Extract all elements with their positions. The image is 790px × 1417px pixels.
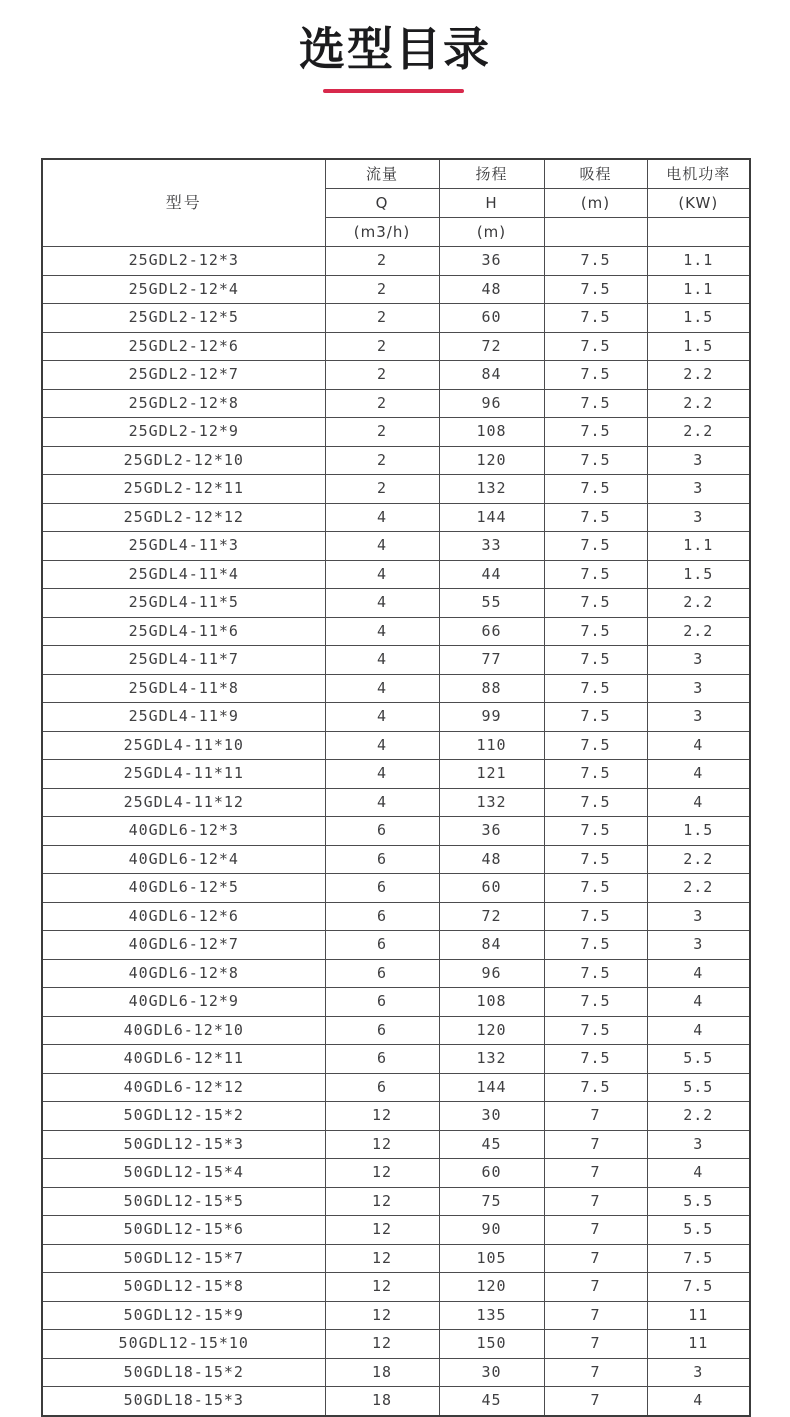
head-cell: 144	[439, 1073, 544, 1102]
model-cell: 25GDL4-11*12	[42, 788, 325, 817]
head-cell: 132	[439, 788, 544, 817]
table-row	[42, 959, 750, 988]
head-cell: 105	[439, 1244, 544, 1273]
suction-cell: 7.5	[544, 931, 647, 960]
table-row	[42, 1130, 750, 1159]
flow-cell: 12	[325, 1330, 439, 1359]
col-header-head: 扬程	[439, 159, 544, 189]
suction-cell: 7.5	[544, 874, 647, 903]
suction-cell: 7	[544, 1387, 647, 1416]
suction-cell: 7	[544, 1244, 647, 1273]
model-cell: 25GDL4-11*4	[42, 560, 325, 589]
flow-cell: 6	[325, 817, 439, 846]
flow-cell: 2	[325, 446, 439, 475]
table-row	[42, 1159, 750, 1188]
power-cell: 7.5	[647, 1244, 750, 1273]
flow-cell: 12	[325, 1301, 439, 1330]
power-cell: 1.5	[647, 817, 750, 846]
table-row	[42, 703, 750, 732]
title-underline-accent	[323, 89, 464, 93]
flow-cell: 2	[325, 361, 439, 390]
head-cell: 96	[439, 959, 544, 988]
head-cell: 33	[439, 532, 544, 561]
power-cell: 4	[647, 988, 750, 1017]
model-cell: 50GDL12-15*3	[42, 1130, 325, 1159]
flow-cell: 6	[325, 988, 439, 1017]
suction-cell: 7.5	[544, 503, 647, 532]
model-cell: 40GDL6-12*9	[42, 988, 325, 1017]
head-cell: 45	[439, 1130, 544, 1159]
suction-cell: 7.5	[544, 902, 647, 931]
flow-cell: 4	[325, 589, 439, 618]
power-cell: 2.2	[647, 617, 750, 646]
suction-cell: 7.5	[544, 845, 647, 874]
power-cell: 2.2	[647, 1102, 750, 1131]
flow-cell: 4	[325, 646, 439, 675]
table-row	[42, 988, 750, 1017]
model-cell: 25GDL2-12*4	[42, 275, 325, 304]
suction-cell: 7.5	[544, 532, 647, 561]
model-cell: 25GDL2-12*11	[42, 475, 325, 504]
table-row	[42, 817, 750, 846]
flow-cell: 12	[325, 1102, 439, 1131]
power-cell: 4	[647, 1159, 750, 1188]
model-cell: 25GDL2-12*10	[42, 446, 325, 475]
flow-cell: 4	[325, 731, 439, 760]
head-cell: 135	[439, 1301, 544, 1330]
suction-cell: 7.5	[544, 760, 647, 789]
table-row	[42, 931, 750, 960]
table-row	[42, 1273, 750, 1302]
head-cell: 55	[439, 589, 544, 618]
suction-cell: 7	[544, 1216, 647, 1245]
model-cell: 50GDL12-15*4	[42, 1159, 325, 1188]
flow-cell: 18	[325, 1387, 439, 1416]
table-row	[42, 589, 750, 618]
suction-cell: 7.5	[544, 703, 647, 732]
model-cell: 25GDL2-12*9	[42, 418, 325, 447]
flow-cell: 6	[325, 959, 439, 988]
suction-cell: 7.5	[544, 332, 647, 361]
power-cell: 5.5	[647, 1187, 750, 1216]
suction-cell: 7.5	[544, 817, 647, 846]
head-cell: 45	[439, 1387, 544, 1416]
col-header-suction-unit: (m)	[544, 189, 647, 218]
col-header-power-unit: (KW)	[647, 189, 750, 218]
model-cell: 50GDL12-15*2	[42, 1102, 325, 1131]
power-cell: 4	[647, 760, 750, 789]
table-body	[42, 247, 750, 1416]
table-row	[42, 1187, 750, 1216]
model-cell: 25GDL4-11*9	[42, 703, 325, 732]
power-cell: 1.5	[647, 332, 750, 361]
suction-cell: 7	[544, 1130, 647, 1159]
head-cell: 90	[439, 1216, 544, 1245]
col-header-flow: 流量	[325, 159, 439, 189]
model-cell: 40GDL6-12*5	[42, 874, 325, 903]
table-header	[42, 159, 750, 247]
head-cell: 132	[439, 1045, 544, 1074]
suction-cell: 7.5	[544, 589, 647, 618]
model-cell: 25GDL4-11*11	[42, 760, 325, 789]
model-cell: 25GDL4-11*3	[42, 532, 325, 561]
col-header-head-symbol: H	[439, 189, 544, 218]
table-row	[42, 560, 750, 589]
head-cell: 77	[439, 646, 544, 675]
header-row-1	[42, 159, 750, 189]
model-cell: 50GDL18-15*2	[42, 1358, 325, 1387]
power-cell: 4	[647, 959, 750, 988]
model-cell: 50GDL12-15*8	[42, 1273, 325, 1302]
power-cell: 2.2	[647, 418, 750, 447]
table-row	[42, 617, 750, 646]
suction-cell: 7	[544, 1187, 647, 1216]
flow-cell: 4	[325, 503, 439, 532]
power-cell: 5.5	[647, 1045, 750, 1074]
head-cell: 120	[439, 1016, 544, 1045]
table-row	[42, 532, 750, 561]
power-cell: 3	[647, 503, 750, 532]
head-cell: 144	[439, 503, 544, 532]
power-cell: 1.5	[647, 560, 750, 589]
flow-cell: 12	[325, 1273, 439, 1302]
power-cell: 5.5	[647, 1216, 750, 1245]
head-cell: 84	[439, 931, 544, 960]
suction-cell: 7.5	[544, 731, 647, 760]
page-title: 选型目录	[299, 22, 491, 76]
col-header-power-blank	[647, 218, 750, 247]
suction-cell: 7.5	[544, 1073, 647, 1102]
power-cell: 3	[647, 1358, 750, 1387]
head-cell: 84	[439, 361, 544, 390]
flow-cell: 4	[325, 760, 439, 789]
power-cell: 1.1	[647, 247, 750, 276]
suction-cell: 7	[544, 1159, 647, 1188]
head-cell: 120	[439, 1273, 544, 1302]
flow-cell: 4	[325, 788, 439, 817]
head-cell: 99	[439, 703, 544, 732]
table-row	[42, 1301, 750, 1330]
head-cell: 72	[439, 332, 544, 361]
model-cell: 50GDL12-15*6	[42, 1216, 325, 1245]
head-cell: 96	[439, 389, 544, 418]
power-cell: 2.2	[647, 389, 750, 418]
head-cell: 60	[439, 1159, 544, 1188]
flow-cell: 4	[325, 617, 439, 646]
model-cell: 50GDL12-15*10	[42, 1330, 325, 1359]
table-row	[42, 760, 750, 789]
model-cell: 25GDL2-12*5	[42, 304, 325, 333]
table-row	[42, 845, 750, 874]
col-header-suction: 吸程	[544, 159, 647, 189]
suction-cell: 7.5	[544, 617, 647, 646]
table-row	[42, 1073, 750, 1102]
head-cell: 88	[439, 674, 544, 703]
power-cell: 3	[647, 902, 750, 931]
model-cell: 40GDL6-12*7	[42, 931, 325, 960]
flow-cell: 4	[325, 703, 439, 732]
table-row	[42, 475, 750, 504]
flow-cell: 12	[325, 1216, 439, 1245]
model-cell: 40GDL6-12*10	[42, 1016, 325, 1045]
model-cell: 25GDL2-12*3	[42, 247, 325, 276]
suction-cell: 7.5	[544, 446, 647, 475]
flow-cell: 6	[325, 902, 439, 931]
table-row	[42, 874, 750, 903]
flow-cell: 6	[325, 1073, 439, 1102]
suction-cell: 7.5	[544, 418, 647, 447]
power-cell: 7.5	[647, 1273, 750, 1302]
power-cell: 3	[647, 1130, 750, 1159]
table-row	[42, 1045, 750, 1074]
table-row	[42, 902, 750, 931]
model-cell: 40GDL6-12*6	[42, 902, 325, 931]
suction-cell: 7	[544, 1330, 647, 1359]
power-cell: 1.1	[647, 275, 750, 304]
suction-cell: 7.5	[544, 475, 647, 504]
suction-cell: 7.5	[544, 275, 647, 304]
head-cell: 60	[439, 304, 544, 333]
power-cell: 2.2	[647, 361, 750, 390]
head-cell: 72	[439, 902, 544, 931]
flow-cell: 6	[325, 1016, 439, 1045]
col-header-head-unit: (m)	[439, 218, 544, 247]
flow-cell: 12	[325, 1187, 439, 1216]
model-cell: 25GDL4-11*8	[42, 674, 325, 703]
table-row	[42, 674, 750, 703]
suction-cell: 7.5	[544, 674, 647, 703]
suction-cell: 7.5	[544, 646, 647, 675]
power-cell: 2.2	[647, 589, 750, 618]
power-cell: 5.5	[647, 1073, 750, 1102]
suction-cell: 7.5	[544, 389, 647, 418]
table-row	[42, 361, 750, 390]
table-row	[42, 332, 750, 361]
suction-cell: 7.5	[544, 361, 647, 390]
model-cell: 40GDL6-12*8	[42, 959, 325, 988]
table-row	[42, 731, 750, 760]
head-cell: 108	[439, 418, 544, 447]
suction-cell: 7.5	[544, 959, 647, 988]
power-cell: 2.2	[647, 874, 750, 903]
flow-cell: 2	[325, 418, 439, 447]
table-row	[42, 788, 750, 817]
head-cell: 121	[439, 760, 544, 789]
model-cell: 25GDL2-12*12	[42, 503, 325, 532]
flow-cell: 6	[325, 1045, 439, 1074]
suction-cell: 7	[544, 1273, 647, 1302]
table-row	[42, 1330, 750, 1359]
suction-cell: 7.5	[544, 247, 647, 276]
flow-cell: 12	[325, 1244, 439, 1273]
suction-cell: 7.5	[544, 1016, 647, 1045]
flow-cell: 4	[325, 532, 439, 561]
table-row	[42, 446, 750, 475]
flow-cell: 2	[325, 389, 439, 418]
table-row	[42, 389, 750, 418]
flow-cell: 2	[325, 332, 439, 361]
model-cell: 50GDL12-15*5	[42, 1187, 325, 1216]
model-cell: 50GDL18-15*3	[42, 1387, 325, 1416]
suction-cell: 7.5	[544, 304, 647, 333]
head-cell: 30	[439, 1102, 544, 1131]
flow-cell: 6	[325, 931, 439, 960]
table-row	[42, 1244, 750, 1273]
power-cell: 3	[647, 475, 750, 504]
suction-cell: 7.5	[544, 988, 647, 1017]
col-header-suction-blank	[544, 218, 647, 247]
col-header-flow-symbol: Q	[325, 189, 439, 218]
model-cell: 40GDL6-12*4	[42, 845, 325, 874]
model-cell: 25GDL2-12*7	[42, 361, 325, 390]
table-row	[42, 1358, 750, 1387]
head-cell: 36	[439, 247, 544, 276]
head-cell: 75	[439, 1187, 544, 1216]
table-row	[42, 1387, 750, 1416]
model-cell: 25GDL2-12*8	[42, 389, 325, 418]
flow-cell: 2	[325, 275, 439, 304]
table-row	[42, 646, 750, 675]
suction-cell: 7.5	[544, 560, 647, 589]
flow-cell: 6	[325, 845, 439, 874]
power-cell: 3	[647, 703, 750, 732]
model-cell: 50GDL12-15*7	[42, 1244, 325, 1273]
model-cell: 25GDL4-11*7	[42, 646, 325, 675]
head-cell: 48	[439, 845, 544, 874]
table-row	[42, 503, 750, 532]
table-row	[42, 418, 750, 447]
head-cell: 30	[439, 1358, 544, 1387]
model-cell: 25GDL4-11*5	[42, 589, 325, 618]
power-cell: 3	[647, 446, 750, 475]
power-cell: 3	[647, 646, 750, 675]
table-row	[42, 247, 750, 276]
suction-cell: 7.5	[544, 1045, 647, 1074]
head-cell: 66	[439, 617, 544, 646]
power-cell: 3	[647, 931, 750, 960]
power-cell: 4	[647, 731, 750, 760]
table-row	[42, 1016, 750, 1045]
flow-cell: 2	[325, 475, 439, 504]
model-cell: 40GDL6-12*3	[42, 817, 325, 846]
power-cell: 4	[647, 788, 750, 817]
head-cell: 150	[439, 1330, 544, 1359]
model-cell: 40GDL6-12*11	[42, 1045, 325, 1074]
power-cell: 1.1	[647, 532, 750, 561]
suction-cell: 7	[544, 1358, 647, 1387]
table-row	[42, 275, 750, 304]
flow-cell: 18	[325, 1358, 439, 1387]
model-cell: 25GDL4-11*6	[42, 617, 325, 646]
flow-cell: 12	[325, 1159, 439, 1188]
col-header-flow-unit: (m3/h)	[325, 218, 439, 247]
head-cell: 48	[439, 275, 544, 304]
table-row	[42, 1216, 750, 1245]
power-cell: 11	[647, 1301, 750, 1330]
model-cell: 50GDL12-15*9	[42, 1301, 325, 1330]
suction-cell: 7	[544, 1301, 647, 1330]
flow-cell: 4	[325, 674, 439, 703]
head-cell: 132	[439, 475, 544, 504]
head-cell: 44	[439, 560, 544, 589]
head-cell: 108	[439, 988, 544, 1017]
model-cell: 25GDL2-12*6	[42, 332, 325, 361]
head-cell: 110	[439, 731, 544, 760]
flow-cell: 4	[325, 560, 439, 589]
power-cell: 4	[647, 1387, 750, 1416]
power-cell: 2.2	[647, 845, 750, 874]
head-cell: 120	[439, 446, 544, 475]
col-header-model: 型号	[42, 159, 325, 247]
table-row	[42, 304, 750, 333]
head-cell: 60	[439, 874, 544, 903]
power-cell: 3	[647, 674, 750, 703]
head-cell: 36	[439, 817, 544, 846]
pump-selection-table	[41, 158, 751, 1417]
flow-cell: 6	[325, 874, 439, 903]
suction-cell: 7	[544, 1102, 647, 1131]
power-cell: 11	[647, 1330, 750, 1359]
col-header-power: 电机功率	[647, 159, 750, 189]
flow-cell: 2	[325, 304, 439, 333]
flow-cell: 2	[325, 247, 439, 276]
power-cell: 4	[647, 1016, 750, 1045]
suction-cell: 7.5	[544, 788, 647, 817]
table-row	[42, 1102, 750, 1131]
model-cell: 40GDL6-12*12	[42, 1073, 325, 1102]
flow-cell: 12	[325, 1130, 439, 1159]
power-cell: 1.5	[647, 304, 750, 333]
model-cell: 25GDL4-11*10	[42, 731, 325, 760]
